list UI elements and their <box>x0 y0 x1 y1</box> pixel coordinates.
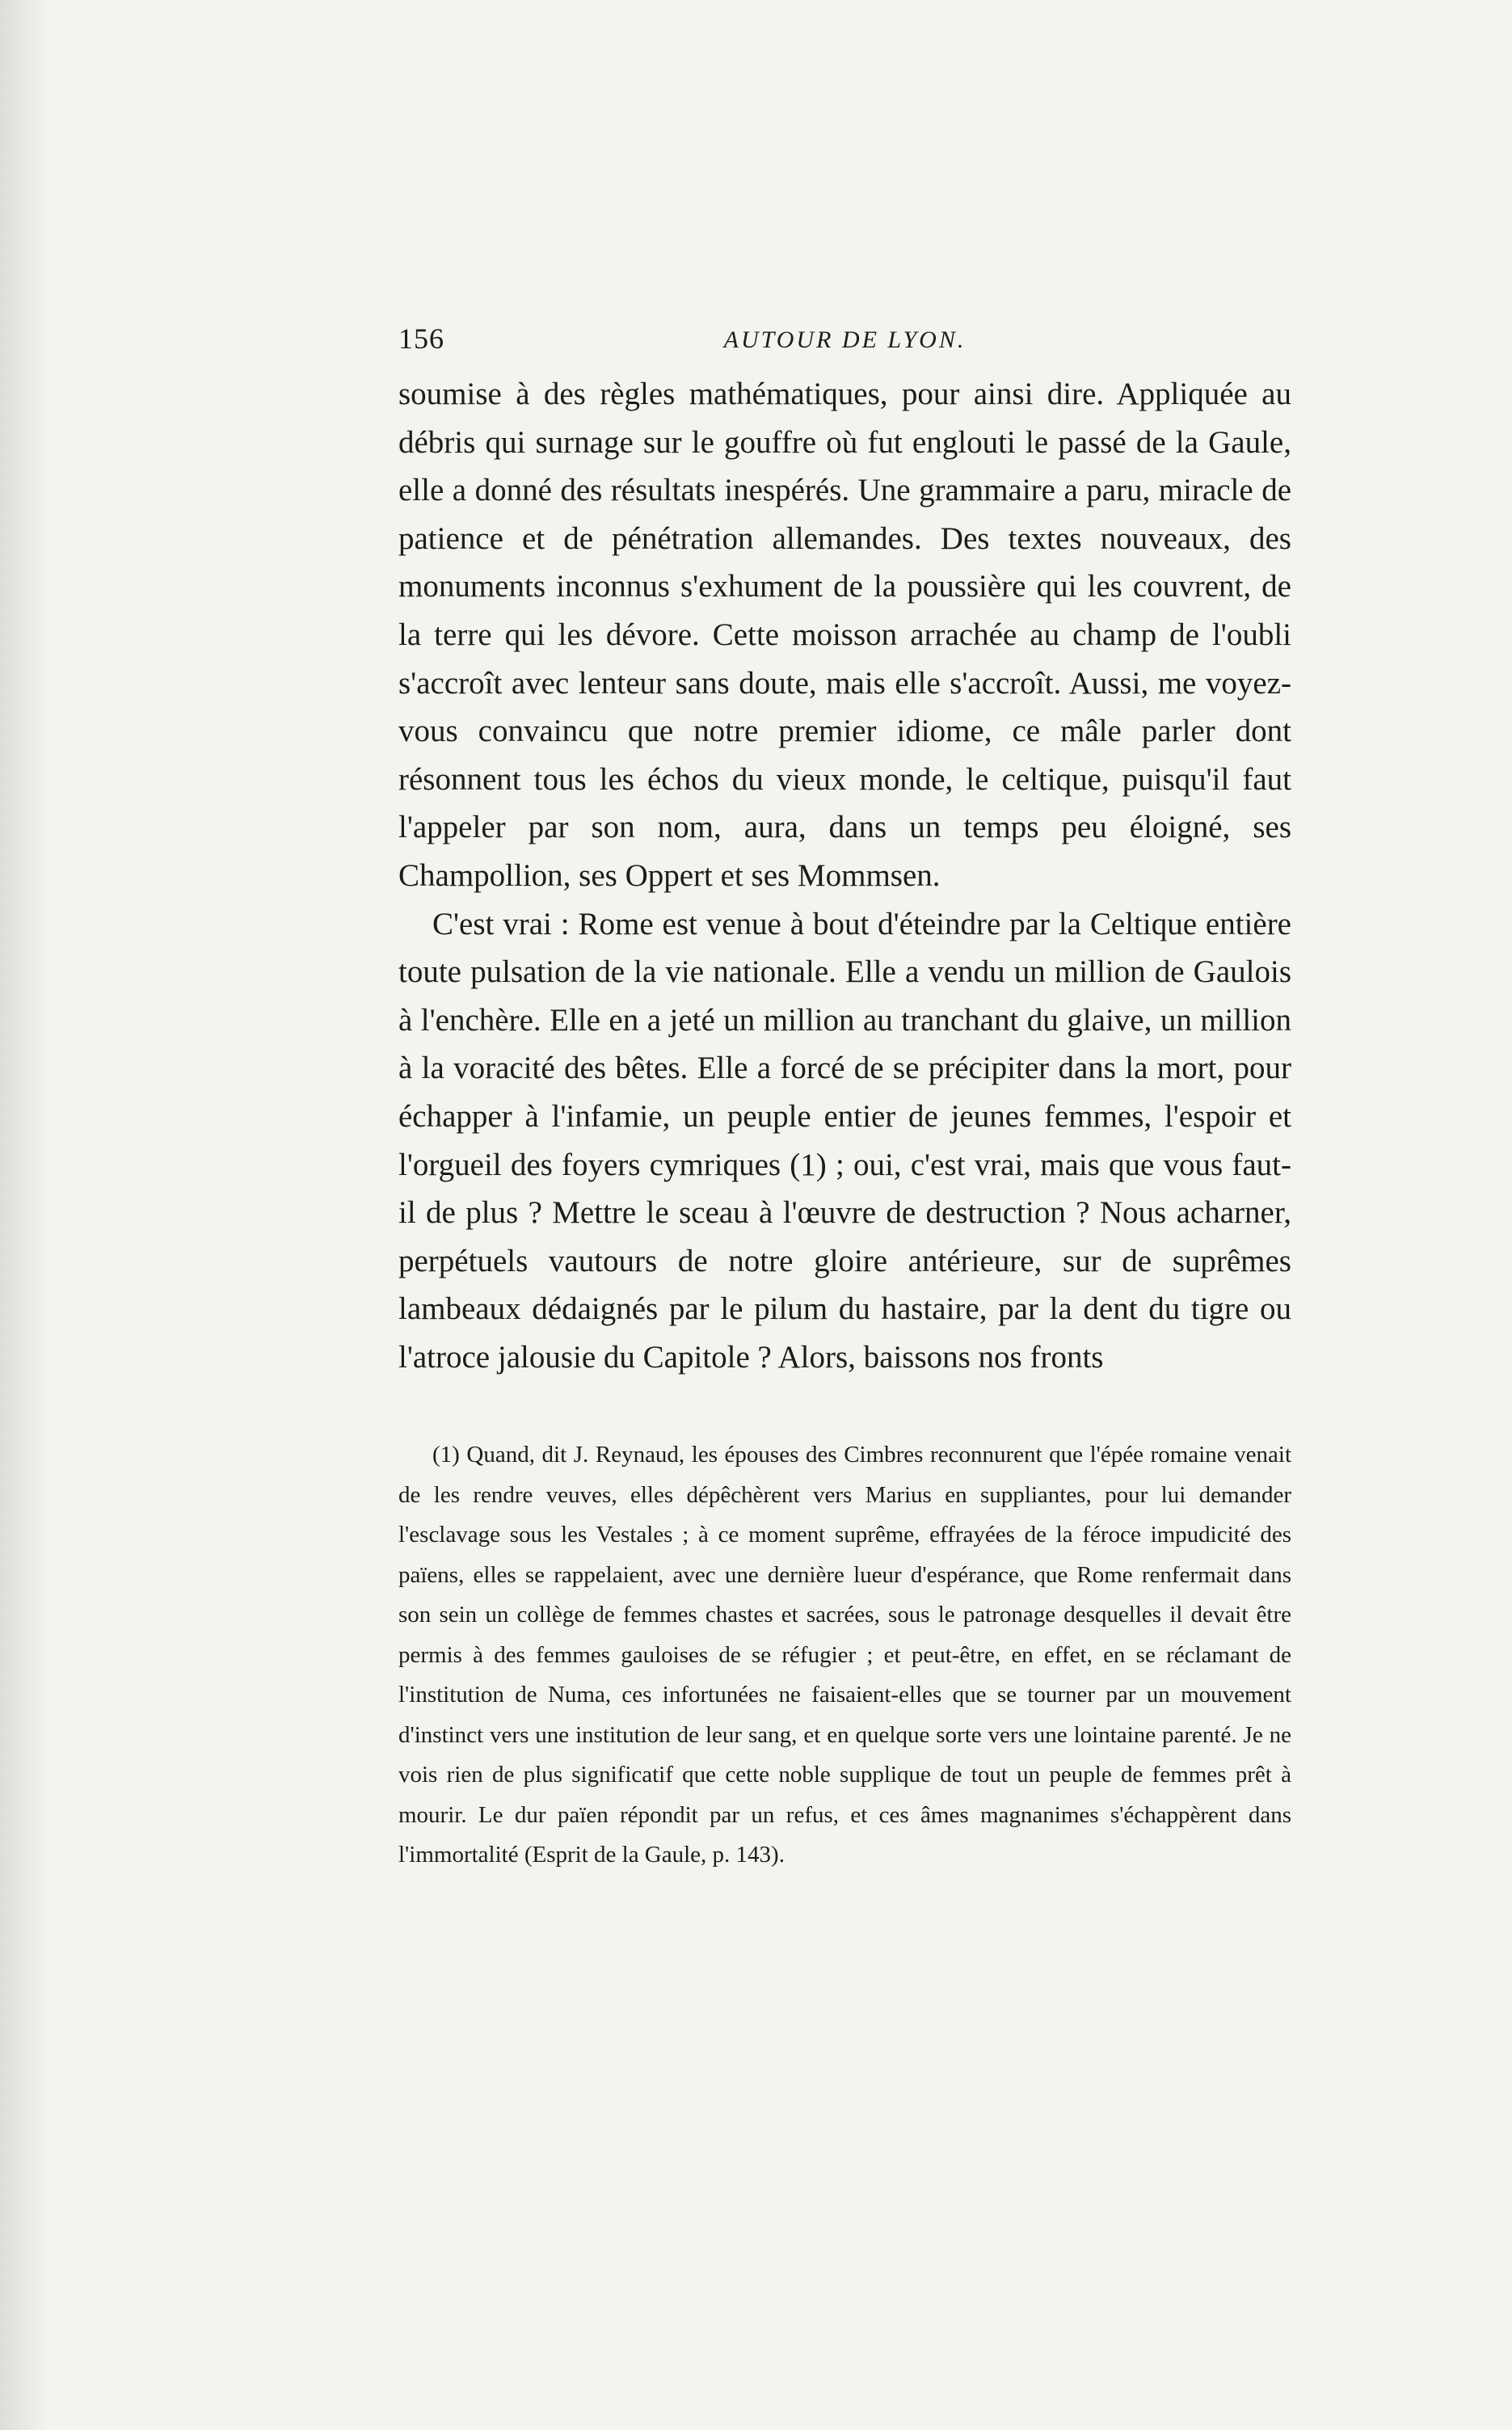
running-head: AUTOUR DE LYON. <box>723 326 967 353</box>
page-header <box>398 322 1291 370</box>
paragraph-2: C'est vrai : Rome est venue à bout d'éteindre par la Celtique entière toute pulsation de la vie nationale. Elle a vendu un million de Gaulois à l'enchère. Elle en a jeté un million au tranchant du glaive, un million à la voracité des bêtes. Elle a forcé de se précipiter dans la mort, pour échapper à l'infamie, un peuple entier de jeunes femmes, l'espoir et l'orgueil des foyers cymriques (1) ; oui, c'est vrai, mais que vous faut-il de plus ? Mettre le sceau à l'œuvre de destruction ? Nous acharner, perpétuels vautours de notre gloire antérieure, sur de suprêmes lambeaux dédaignés par le pilum du hastaire, par la dent du tigre ou l'atroce jalousie du Capitole ? Alors, baissons nos fronts <box>398 906 1291 1375</box>
paragraph-1: soumise à des règles mathématiques, pour ainsi dire. Appliquée au débris qui surnage sur le gouffre où fut englouti le passé de la Gaule, elle a donné des résultats inespérés. Une grammaire a paru, miracle de patience et de pénétration allemandes. Des textes nouveaux, des monuments inconnus s'exhument de la poussière qui les couvrent, de la terre qui les dévore. Cette moisson arrachée au champ de l'oubli s'accroît avec lenteur sans doute, mais elle s'accroît. Aussi, me voyez-vous convaincu que notre premier idiome, ce mâle parler dont résonnent tous les échos du vieux monde, le celtique, puisqu'il faut l'appeler par son nom, aura, dans un temps peu éloigné, ses Champollion, ses Oppert et ses Mommsen. <box>398 377 1291 893</box>
footnote-text: (1) Quand, dit J. Reynaud, les épouses des Cimbres reconnurent que l'épée romaine venait de les rendre veuves, elles dépêchèrent vers Marius en suppliantes, pour lui demander l'esclavage sous les Vestales ; à ce moment suprême, effrayées de la féroce impudicité des païens, elles se rappelaient, avec une dernière lueur d'espérance, que Rome renfermait dans son sein un collège de femmes chastes et sacrées, sous le patronage desquelles il devait être permis à des femmes gauloises de se réfugier ; et peut-être, en effet, en se réclamant de l'institution de Numa, ces infortunées ne faisaient-elles que se tourner par un mouvement d'instinct vers une institution de leur sang, et en quelque sorte vers une lointaine parenté. Je ne vois rien de plus significatif que cette noble supplique de tout un peuple de femmes prêt à mourir. Le dur païen répondit par un refus, et ces âmes magnanimes s'échappèrent dans l'immortalité (Esprit de la Gaule, p. 143). <box>398 1442 1291 1868</box>
page-gutter-shadow <box>0 0 48 2430</box>
main-text <box>398 370 1291 1381</box>
footnote <box>398 1435 1291 1876</box>
page-number: 156 <box>398 322 444 355</box>
